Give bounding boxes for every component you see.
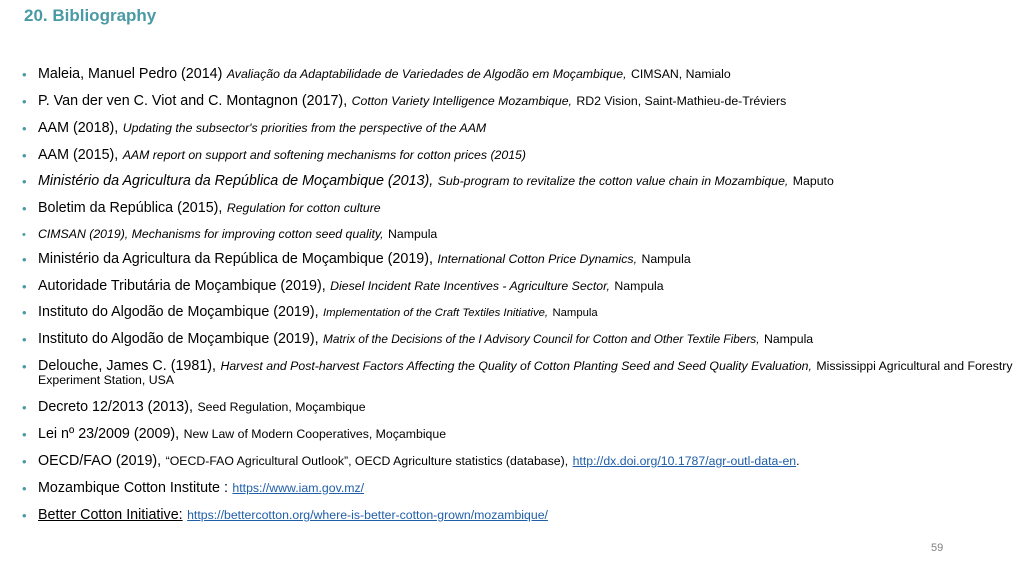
- reference-details: Nampula: [641, 252, 691, 266]
- reference-author: OECD/FAO (2019),: [38, 453, 162, 469]
- reference-item: [22, 454, 800, 468]
- reference-item: [22, 121, 486, 135]
- reference-item: [22, 332, 813, 346]
- reference-details: CIMSAN, Namialo: [630, 67, 731, 81]
- reference-details: “OECD-FAO Agricultural Outlook”, OECD Agriculture statistics (database),: [165, 454, 569, 468]
- reference-author: Autoridade Tributária de Moçambique (2019),: [38, 278, 326, 294]
- reference-item: [22, 481, 364, 495]
- reference-author: Instituto do Algodão de Moçambique (2019),: [38, 331, 319, 347]
- reference-author: Mozambique Cotton Institute :: [38, 480, 228, 496]
- bullet-icon: •: [22, 121, 27, 136]
- reference-item: [22, 400, 366, 414]
- bullet-icon: •: [22, 94, 27, 109]
- reference-period: .: [796, 454, 800, 468]
- reference-author: Instituto do Algodão de Moçambique (2019),: [38, 304, 319, 320]
- bullet-icon: •: [22, 201, 27, 216]
- bullet-icon: •: [22, 427, 27, 442]
- reference-work: Cotton Variety Intelligence Mozambique,: [351, 94, 572, 108]
- bullet-icon: •: [22, 67, 27, 82]
- reference-work: AAM report on support and softening mechanisms for cotton prices (2015): [122, 148, 526, 162]
- reference-item: [22, 508, 548, 522]
- reference-details: Mississippi Agricultural and Forestry Experiment Station, USA: [38, 359, 1013, 387]
- reference-work: Harvest and Post-harvest Factors Affecting the Quality of Cotton Planting Seed and Seed Quality Evaluation,: [220, 359, 812, 373]
- reference-author: Boletim da República (2015),: [38, 200, 223, 216]
- reference-item: [22, 427, 446, 441]
- bullet-icon: •: [22, 305, 27, 320]
- reference-item: [22, 252, 691, 266]
- reference-work: Regulation for cotton culture: [226, 201, 381, 215]
- reference-details: Maputo: [792, 174, 834, 188]
- bullet-icon: •: [22, 508, 27, 523]
- reference-item: [22, 174, 834, 188]
- page-title: 20. Bibliography: [24, 6, 157, 25]
- reference-details: RD2 Vision, Saint-Mathieu-de-Tréviers: [576, 94, 787, 108]
- bullet-icon: •: [22, 279, 27, 294]
- bullet-icon: •: [22, 481, 27, 496]
- reference-details: Nampula: [552, 307, 598, 319]
- bullet-icon: •: [22, 148, 27, 163]
- reference-item: [22, 67, 731, 81]
- better-cotton-link[interactable]: https://bettercotton.org/where-is-better-cotton-grown/mozambique/: [187, 508, 548, 522]
- reference-work: International Cotton Price Dynamics,: [437, 252, 637, 266]
- reference-author: Ministério da Agricultura da República de Moçambique (2013),: [38, 173, 434, 189]
- reference-details: Nampula: [763, 332, 814, 346]
- page-number: 59: [931, 542, 944, 554]
- reference-author: P. Van der ven C. Viot and C. Montagnon (2017),: [38, 93, 348, 109]
- reference-item: [22, 201, 381, 215]
- reference-item: [22, 305, 598, 320]
- bullet-icon: •: [22, 229, 26, 241]
- reference-work: Implementation of the Craft Textiles Initiative,: [323, 307, 549, 319]
- reference-author: Maleia, Manuel Pedro (2014): [38, 66, 223, 82]
- reference-author: Decreto 12/2013 (2013),: [38, 399, 193, 415]
- reference-author: AAM (2018),: [38, 120, 119, 136]
- reference-details: New Law of Modern Cooperatives, Moçambique: [183, 427, 447, 441]
- bullet-icon: •: [22, 400, 27, 415]
- reference-author: Lei nº 23/2009 (2009),: [38, 426, 180, 442]
- bullet-icon: •: [22, 332, 27, 347]
- reference-author[interactable]: Better Cotton Initiative:: [38, 507, 183, 523]
- reference-item: [22, 94, 786, 108]
- reference-work: Diesel Incident Rate Incentives - Agriculture Sector,: [330, 279, 610, 293]
- reference-work: Updating the subsector's priorities from the perspective of the AAM: [122, 121, 487, 135]
- iam-website-link[interactable]: https://www.iam.gov.mz/: [232, 481, 365, 495]
- reference-details: Seed Regulation, Moçambique: [197, 400, 366, 414]
- reference-details: Nampula: [388, 227, 438, 241]
- bullet-icon: •: [22, 174, 27, 189]
- reference-work: CIMSAN (2019), Mechanisms for improving cotton seed quality,: [38, 227, 384, 241]
- reference-work: Matrix of the Decisions of the I Advisory Council for Cotton and Other Textile Fibers,: [323, 332, 760, 346]
- bullet-icon: •: [22, 359, 27, 374]
- bullet-icon: •: [22, 454, 27, 469]
- reference-details: Nampula: [614, 279, 664, 293]
- reference-item: [22, 279, 664, 293]
- reference-item: [22, 148, 526, 162]
- reference-item: [22, 227, 437, 241]
- reference-author: AAM (2015),: [38, 147, 119, 163]
- reference-work: Avaliação da Adaptabilidade de Variedades de Algodão em Moçambique,: [226, 67, 627, 81]
- oecd-fao-link[interactable]: http://dx.doi.org/10.1787/agr-outl-data-en: [572, 454, 797, 468]
- reference-author: Ministério da Agricultura da República de Moçambique (2019),: [38, 251, 433, 267]
- reference-author: Delouche, James C. (1981),: [38, 358, 216, 374]
- reference-item: [22, 359, 1013, 387]
- bullet-icon: •: [22, 252, 27, 267]
- reference-work: Sub-program to revitalize the cotton value chain in Mozambique,: [437, 174, 789, 188]
